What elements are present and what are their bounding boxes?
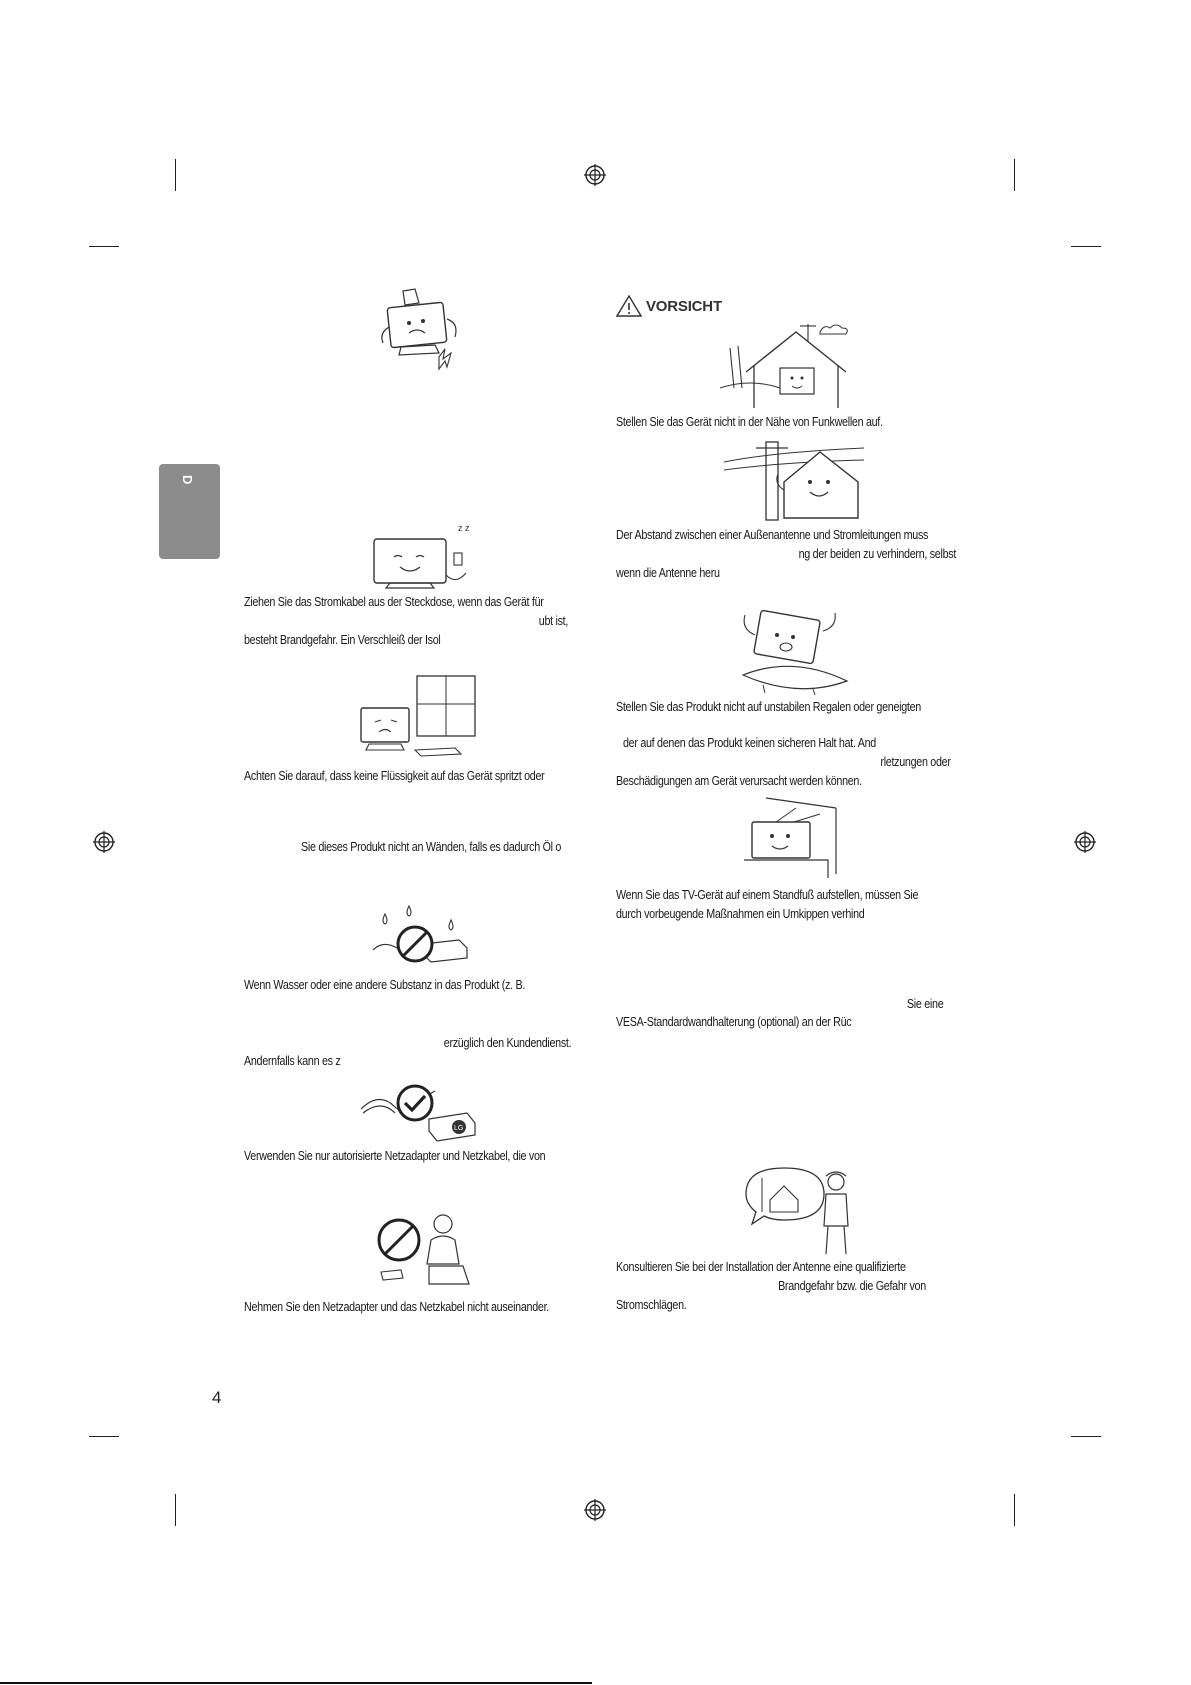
text-line: ng der beiden zu verhindern, selbst xyxy=(798,547,956,561)
crop-mark xyxy=(175,1494,176,1526)
crop-mark xyxy=(1014,1494,1015,1526)
illustration-authorized-adapter xyxy=(355,1075,481,1147)
text-line: Sie dieses Produkt nicht an Wänden, falls es dadurch Öl o xyxy=(301,840,562,854)
crosshair-registration-icon xyxy=(1074,831,1096,853)
text-line: rletzungen oder xyxy=(880,755,951,769)
crop-mark xyxy=(1071,246,1101,247)
warning-triangle-icon xyxy=(616,295,642,317)
bottom-rule xyxy=(0,1682,592,1684)
crosshair-registration-icon xyxy=(584,1499,606,1521)
crop-mark xyxy=(89,1436,119,1437)
text-line: Nehmen Sie den Netzadapter und das Netzkabel nicht auseinander. xyxy=(244,1300,549,1314)
text-line: Stellen Sie das Gerät nicht in der Nähe von Funkwellen auf. xyxy=(616,415,883,429)
svg-text:LG: LG xyxy=(454,1125,464,1132)
crop-mark xyxy=(175,159,176,191)
text-line: Verwenden Sie nur autorisierte Netzadapter und Netzkabel, die von xyxy=(244,1149,546,1163)
illustration-object-on-tv xyxy=(375,287,467,383)
illustration-tv-sleeping-unplugged xyxy=(370,519,482,591)
illustration-antenna-installer xyxy=(736,1164,872,1258)
illustration-tv-unstable-shelf xyxy=(733,605,853,695)
text-line: Ziehen Sie das Stromkabel aus der Steckdose, wenn das Gerät für xyxy=(244,595,544,609)
text-line: Konsultieren Sie bei der Installation der Antenne eine qualifizierte xyxy=(616,1260,906,1274)
crop-mark xyxy=(1014,159,1015,191)
text-line: Sie eine xyxy=(906,997,943,1011)
svg-text:z z: z z xyxy=(458,523,470,533)
text-line: Stellen Sie das Produkt nicht auf unstabilen Regalen oder geneigten xyxy=(616,700,921,714)
caution-label: VORSICHT xyxy=(646,297,722,315)
text-line: Wenn Wasser oder eine andere Substanz in das Produkt (z. B. xyxy=(244,978,526,992)
language-side-tab xyxy=(159,464,220,559)
text-line: der auf denen das Produkt keinen sicheren Halt hat. And xyxy=(623,736,876,750)
illustration-tv-near-window xyxy=(357,674,481,762)
crosshair-registration-icon xyxy=(584,164,606,186)
text-line: durch vorbeugende Maßnahmen ein Umkippen verhind xyxy=(616,907,865,921)
text-line: Stromschlägen. xyxy=(616,1298,687,1312)
text-line: erzüglich den Kundendienst. xyxy=(443,1036,571,1050)
illustration-pole-and-house xyxy=(724,438,864,522)
caution-heading xyxy=(616,295,722,317)
text-line: ubt ist, xyxy=(538,614,568,628)
text-line: Wenn Sie das TV-Gerät auf einem Standfuß aufstellen, müssen Sie xyxy=(616,888,919,902)
text-line: VESA-Standardwandhalterung (optional) an der Rüc xyxy=(616,1015,852,1029)
text-line: Andernfalls kann es z xyxy=(244,1054,341,1068)
crop-mark xyxy=(89,246,119,247)
illustration-water-on-adapter xyxy=(367,900,471,972)
side-tab-label: D xyxy=(180,475,195,485)
crosshair-registration-icon xyxy=(93,831,115,853)
crop-mark xyxy=(1071,1436,1101,1437)
page-number: 4 xyxy=(212,1388,222,1407)
text-line: Brandgefahr bzw. die Gefahr von xyxy=(778,1279,926,1293)
illustration-no-disassembly xyxy=(373,1210,477,1290)
text-line: besteht Brandgefahr. Ein Verschleiß der Isol xyxy=(244,633,441,647)
illustration-tv-anchored-wall xyxy=(740,794,844,882)
text-line: Achten Sie darauf, dass keine Flüssigkeit auf das Gerät spritzt oder xyxy=(244,769,545,783)
illustration-house-antenna-radio xyxy=(720,318,870,410)
text-line: Der Abstand zwischen einer Außenantenne und Stromleitungen muss xyxy=(616,528,929,542)
text-line: Beschädigungen am Gerät verursacht werden können. xyxy=(616,774,862,788)
text-line: wenn die Antenne heru xyxy=(616,566,720,580)
